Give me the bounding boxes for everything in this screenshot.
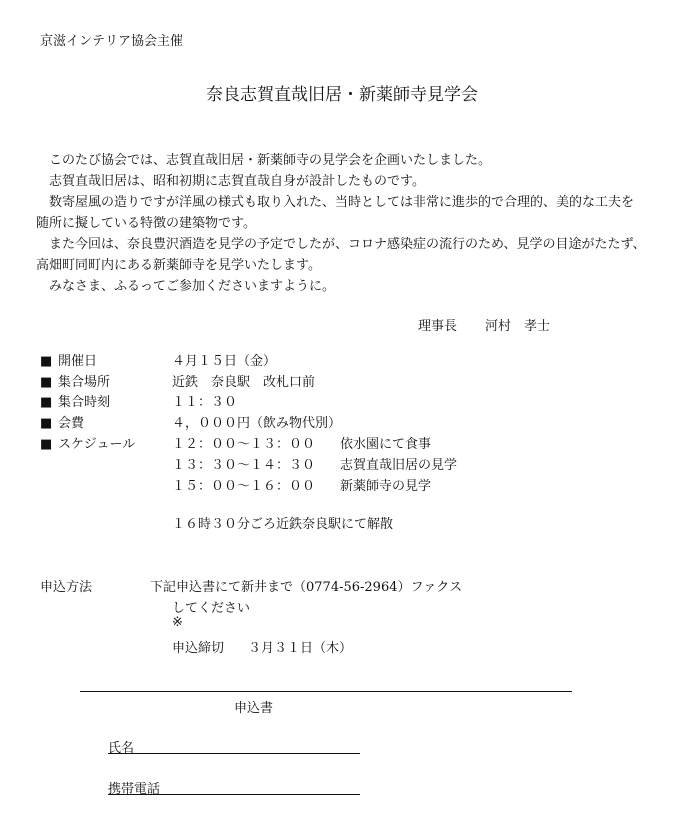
note-mark: ※: [172, 615, 183, 630]
signer-name: 河村 孝士: [485, 319, 551, 334]
intro-body: [36, 150, 646, 297]
schedule-time: １３：３０〜１４：３０: [172, 458, 316, 473]
detail-fee-row: [40, 413, 342, 434]
schedule-time: １２：００〜１３：００: [172, 437, 316, 452]
application-instruction: 下記申込書にて新井まで（0774-56-2964）ファクス: [150, 580, 463, 595]
organizer-label: 京滋インテリア協会主催: [40, 34, 184, 49]
date-label: 開催日: [58, 354, 98, 369]
place-label: 集合場所: [58, 375, 111, 390]
deadline: [172, 637, 352, 656]
schedule-activity: 新薬師寺の見学: [340, 479, 432, 494]
phone-field[interactable]: [108, 794, 360, 795]
time-value: １１：３０: [172, 395, 238, 410]
name-field[interactable]: [108, 753, 360, 754]
page-title: 奈良志賀直哉旧居・新薬師寺見学会: [206, 85, 478, 105]
application-label: 申込方法: [40, 580, 93, 595]
detail-place-row: [40, 372, 316, 393]
schedule-activity: 志賀直哉旧居の見学: [340, 458, 458, 473]
phone-field-label: 携帯電話: [108, 782, 161, 797]
fee-value: ４，０００円（飲み物代別）: [172, 416, 342, 431]
place-value: 近鉄 奈良駅 改札口前: [172, 375, 316, 390]
detail-schedule-row: [40, 434, 432, 455]
intro-paragraph: 志賀直哉旧居は、昭和初期に志賀直哉自身が設計したものです。: [49, 174, 425, 189]
schedule-item: [172, 476, 431, 497]
time-label: 集合時刻: [58, 395, 111, 410]
signer: [418, 315, 550, 334]
bullet-icon: ■: [40, 437, 53, 452]
dismissal-note: １６時３０分ごろ近鉄奈良駅にて解散: [172, 517, 394, 532]
schedule-time: １５：００〜１６：００: [172, 479, 316, 494]
bullet-icon: ■: [40, 395, 53, 410]
bullet-icon: ■: [40, 375, 53, 390]
signer-role: 理事長: [418, 319, 458, 334]
fee-label: 会費: [58, 416, 85, 431]
bullet-icon: ■: [40, 416, 53, 431]
application-instruction-cont: してください: [172, 601, 251, 616]
deadline-date: ３月３１日（木）: [248, 641, 353, 656]
bullet-icon: ■: [40, 354, 53, 369]
intro-paragraph: 数寄屋風の造りですが洋風の様式も取り入れた、当時としては非常に進歩的で合理的、美的な工夫を随所に擬している特徴の建築物です。: [36, 195, 635, 231]
schedule-label: スケジュール: [58, 437, 136, 452]
form-title: 申込書: [234, 701, 274, 716]
schedule-item: [172, 455, 457, 476]
detail-date-row: [40, 351, 277, 372]
intro-paragraph: また今回は、奈良豊沢酒造を見学の予定でしたが、コロナ感染症の流行のため、見学の目途がたたず、高畑町同町内にある新薬師寺を見学いたします。: [36, 237, 646, 273]
detail-time-row: [40, 392, 238, 413]
intro-paragraph: みなさま、ふるってご参加くださいますように。: [49, 279, 336, 294]
date-value: ４月１５日（金）: [172, 354, 277, 369]
form-divider: [80, 691, 572, 692]
intro-paragraph: このたび協会では、志賀直哉旧居・新薬師寺の見学会を企画いたしました。: [49, 153, 492, 168]
deadline-label: 申込締切: [172, 641, 225, 656]
schedule-item: [172, 434, 431, 455]
schedule-activity: 依水園にて食事: [340, 437, 432, 452]
name-field-label: 氏名: [108, 741, 135, 756]
